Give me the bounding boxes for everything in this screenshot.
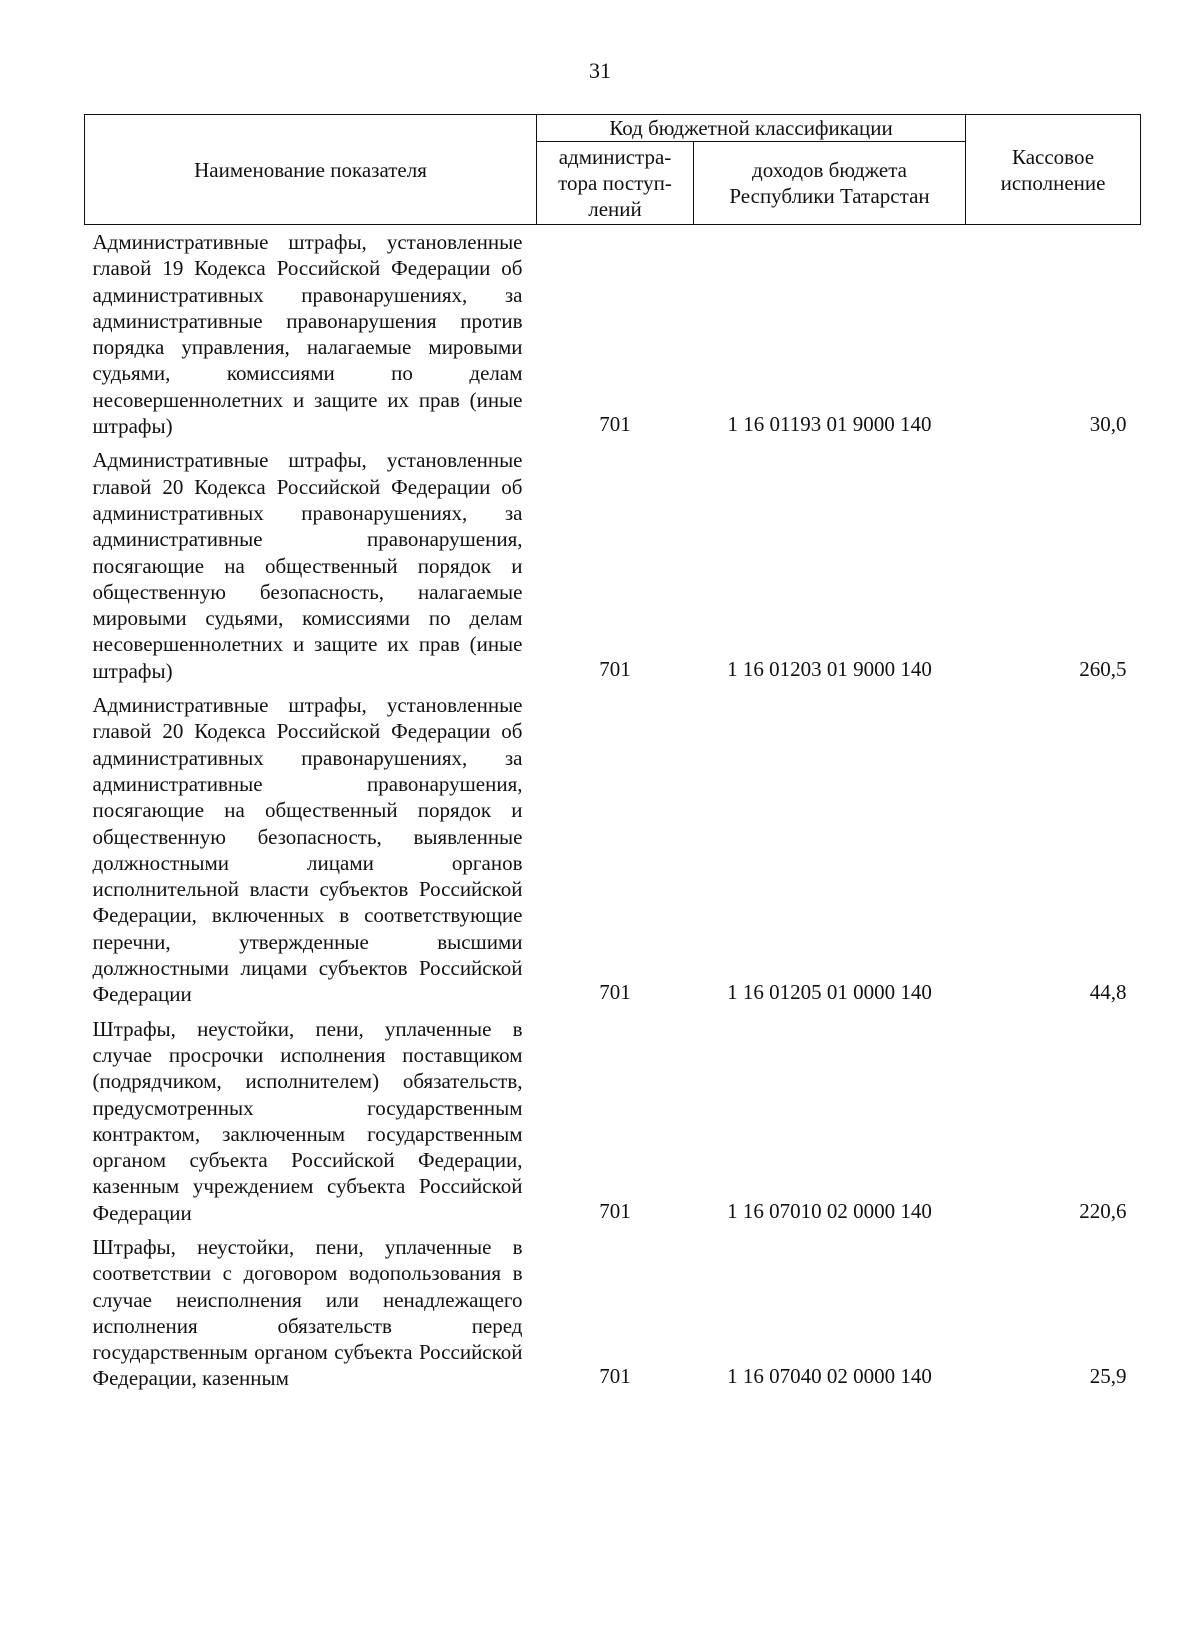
table-row [85, 1231, 1141, 1397]
header-revenue-administrator: администра-тора поступ-лений [537, 142, 694, 225]
row-cash-execution: 260,5 [1079, 656, 1127, 681]
row-admin-code: 701 [599, 1364, 631, 1389]
header-cash-execution: Кассовое исполнение [966, 115, 1141, 225]
row-indicator-name: Административные штрафы, установленные главой 20 Кодекса Российской Федерации об административных правонарушениях, за административные правонарушения, посягающие на общественный порядок и общественную безопасность, выявленные должностными лицами органов исполнительной власти субъектов Российской Федерации, включенных в соответствующие перечни, утвержденные высшими должностными лицами субъектов Российской Федерации [92, 693, 523, 1007]
table-header [85, 115, 1141, 225]
page-number: 31 [589, 58, 611, 83]
row-admin-code: 701 [599, 412, 631, 437]
row-indicator-name: Административные штрафы, установленные главой 20 Кодекса Российской Федерации об административных правонарушениях, за административные правонарушения, посягающие на общественный порядок и общественную безопасность, налагаемые мировыми судьями, комиссиями по делам несовершеннолетних и защите их прав (иные штрафы) [92, 448, 523, 683]
header-republic-budget-revenues: доходов бюджета Республики Татарстан [694, 142, 966, 225]
header-classification-group: Код бюджетной классификации [537, 115, 966, 142]
row-revenue-code: 1 16 01203 01 9000 140 [727, 656, 932, 681]
row-indicator-name: Штрафы, неустойки, пени, уплаченные в случае просрочки исполнения поставщиком (подрядчиком, исполнителем) обязательств, предусмотренных государственным контрактом, заключенным государственным органом субъекта Российской Федерации, казенным учреждением субъекта Российской Федерации [92, 1016, 523, 1225]
row-revenue-code: 1 16 07040 02 0000 140 [727, 1364, 932, 1389]
row-revenue-code: 1 16 01193 01 9000 140 [727, 412, 932, 437]
row-admin-code: 701 [599, 980, 631, 1005]
row-revenue-code: 1 16 07010 02 0000 140 [727, 1198, 932, 1223]
table-row [85, 444, 1141, 689]
row-cash-execution: 25,9 [1089, 1364, 1127, 1389]
row-cash-execution: 220,6 [1079, 1198, 1127, 1223]
table-row [85, 225, 1141, 445]
row-indicator-name: Административные штрафы, установленные главой 19 Кодекса Российской Федерации об административных правонарушениях, за административные правонарушения против порядка управления, налагаемые мировыми судьями, комиссиями по делам несовершеннолетних и защите их прав (иные штрафы) [92, 230, 523, 439]
row-indicator-name: Штрафы, неустойки, пени, уплаченные в соответствии с договором водопользования в случае неисполнения или ненадлежащего исполнения обязательств перед государственным органом субъекта Российской Федерации, казенным [92, 1234, 523, 1391]
table-body [85, 225, 1141, 1397]
row-cash-execution: 44,8 [1089, 980, 1127, 1005]
row-admin-code: 701 [599, 1198, 631, 1223]
table-row [85, 689, 1141, 1013]
row-revenue-code: 1 16 01205 01 0000 140 [727, 980, 932, 1005]
row-cash-execution: 30,0 [1089, 412, 1127, 437]
table-row [85, 1013, 1141, 1231]
budget-revenue-table [84, 114, 1141, 1397]
header-indicator-name: Наименование показателя [85, 115, 537, 225]
row-admin-code: 701 [599, 656, 631, 681]
